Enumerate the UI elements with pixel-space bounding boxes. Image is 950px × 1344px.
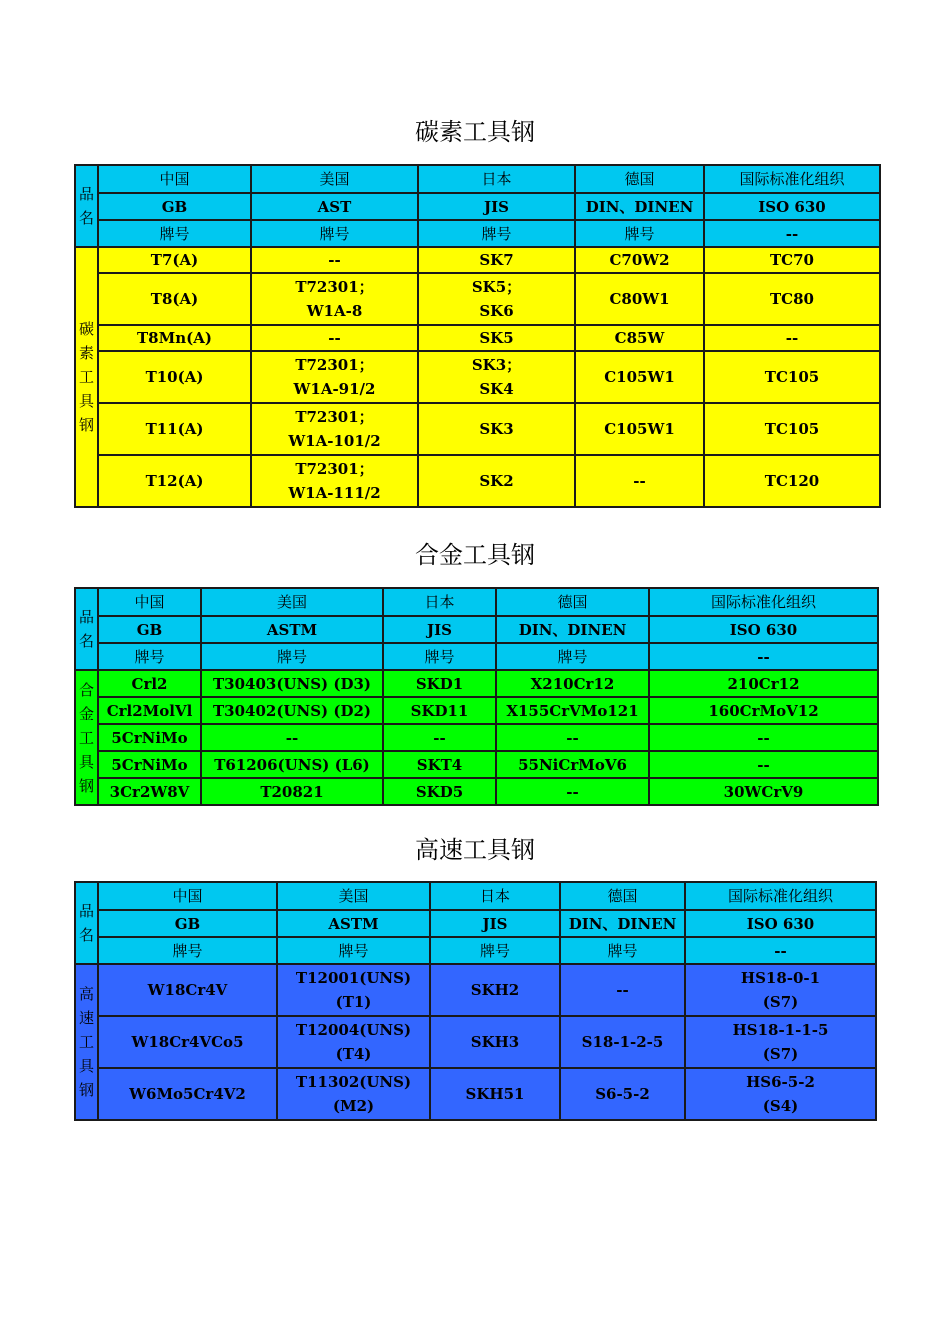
header-cell: JIS — [419, 194, 574, 219]
table-cell: TC70 — [705, 248, 879, 272]
table-cell: SK5； SK6 — [419, 274, 574, 324]
header-cell: 国际标准化组织 — [705, 166, 879, 192]
table-cell: X155CrVMo121 — [497, 698, 648, 723]
header-cell: 牌号 — [576, 221, 703, 246]
table-row — [76, 779, 877, 804]
header-cell: AST — [252, 194, 417, 219]
header-cell: 牌号 — [99, 644, 200, 669]
table-cell: SKT4 — [384, 752, 495, 777]
table-row — [76, 725, 877, 750]
header-cell: ISO 630 — [686, 911, 875, 936]
table-cell: Crl2 — [99, 671, 200, 696]
table-cell: TC105 — [705, 404, 879, 454]
table-cell: -- — [252, 248, 417, 272]
header-cell: 牌号 — [99, 938, 276, 963]
table-row — [76, 456, 879, 506]
table-row — [76, 752, 877, 777]
table-cell: 5CrNiMo — [99, 725, 200, 750]
table-cell: 160CrMoV12 — [650, 698, 877, 723]
header-cell: 牌号 — [384, 644, 495, 669]
table-cell: 5CrNiMo — [99, 752, 200, 777]
header-cell: -- — [650, 644, 877, 669]
header-cell: -- — [705, 221, 879, 246]
table-cell: HS18-1-1-5 (S7) — [686, 1017, 875, 1067]
table-row — [76, 352, 879, 402]
table-cell: -- — [384, 725, 495, 750]
table-cell: T12004(UNS) (T4) — [278, 1017, 429, 1067]
body-side-label: 合 金 工 具 钢 — [76, 671, 97, 804]
header-cell: DIN、DINEN — [497, 617, 648, 642]
table-cell: -- — [497, 725, 648, 750]
table-cell: W18Cr4V — [99, 965, 276, 1015]
table-cell: W18Cr4VCo5 — [99, 1017, 276, 1067]
header-cell: GB — [99, 194, 250, 219]
table-cell: T72301； W1A-101/2 — [252, 404, 417, 454]
alloy-steel-table — [74, 587, 879, 806]
header-cell: ASTM — [202, 617, 382, 642]
table-cell: T11302(UNS) (M2) — [278, 1069, 429, 1119]
table-cell: T7(A) — [99, 248, 250, 272]
table-cell: S6-5-2 — [561, 1069, 684, 1119]
header-row-countries — [76, 883, 875, 909]
table-cell: SK3； SK4 — [419, 352, 574, 402]
header-cell: 国际标准化组织 — [686, 883, 875, 909]
header-cell: 日本 — [419, 166, 574, 192]
table-cell: S18-1-2-5 — [561, 1017, 684, 1067]
table-row — [76, 248, 879, 272]
header-cell: 德国 — [497, 589, 648, 615]
carbon-steel-table — [74, 164, 881, 508]
header-cell: 中国 — [99, 166, 250, 192]
header-side-label: 品 名 — [76, 589, 97, 669]
header-cell: 中国 — [99, 589, 200, 615]
table-cell: T72301； W1A-8 — [252, 274, 417, 324]
table-cell: T30402(UNS) (D2) — [202, 698, 382, 723]
table-cell: HS6-5-2 (S4) — [686, 1069, 875, 1119]
header-cell: 国际标准化组织 — [650, 589, 877, 615]
header-cell: 牌号 — [431, 938, 559, 963]
table-cell: -- — [576, 456, 703, 506]
table-cell: SKD5 — [384, 779, 495, 804]
header-row-countries — [76, 166, 879, 192]
header-row-grades — [76, 644, 877, 669]
carbon-section-title: 碳素工具钢 — [415, 118, 535, 146]
table-cell: SKD1 — [384, 671, 495, 696]
header-cell: ASTM — [278, 911, 429, 936]
header-cell: 中国 — [99, 883, 276, 909]
table-row — [76, 1069, 875, 1119]
table-cell: SK5 — [419, 326, 574, 350]
header-row-standards — [76, 911, 875, 936]
header-row-standards — [76, 194, 879, 219]
header-side-label: 品 名 — [76, 166, 97, 246]
header-cell: 牌号 — [278, 938, 429, 963]
header-row-grades — [76, 221, 879, 246]
table-cell: -- — [202, 725, 382, 750]
table-cell: C85W — [576, 326, 703, 350]
header-cell: 牌号 — [202, 644, 382, 669]
header-cell: 美国 — [278, 883, 429, 909]
table-cell: C105W1 — [576, 404, 703, 454]
table-cell: T30403(UNS) (D3) — [202, 671, 382, 696]
header-cell: 德国 — [561, 883, 684, 909]
header-row-countries — [76, 589, 877, 615]
table-cell: -- — [497, 779, 648, 804]
table-cell: 3Cr2W8V — [99, 779, 200, 804]
table-cell: T12001(UNS) (T1) — [278, 965, 429, 1015]
header-cell: 德国 — [576, 166, 703, 192]
header-cell: 牌号 — [252, 221, 417, 246]
header-cell: 牌号 — [99, 221, 250, 246]
table-cell: W6Mo5Cr4V2 — [99, 1069, 276, 1119]
table-row — [76, 671, 877, 696]
table-cell: Crl2MolVl — [99, 698, 200, 723]
table-row — [76, 404, 879, 454]
header-cell: ISO 630 — [705, 194, 879, 219]
table-cell: C80W1 — [576, 274, 703, 324]
header-cell: DIN、DINEN — [576, 194, 703, 219]
table-cell: SK3 — [419, 404, 574, 454]
table-row — [76, 698, 877, 723]
table-cell: T72301； W1A-91/2 — [252, 352, 417, 402]
table-cell: T11(A) — [99, 404, 250, 454]
header-cell: DIN、DINEN — [561, 911, 684, 936]
header-row-standards — [76, 617, 877, 642]
table-row — [76, 274, 879, 324]
table-cell: SK2 — [419, 456, 574, 506]
header-cell: ISO 630 — [650, 617, 877, 642]
table-cell: C70W2 — [576, 248, 703, 272]
table-cell: -- — [650, 752, 877, 777]
table-row — [76, 965, 875, 1015]
table-cell: TC120 — [705, 456, 879, 506]
table-cell: -- — [252, 326, 417, 350]
header-cell: 牌号 — [419, 221, 574, 246]
table-cell: SK7 — [419, 248, 574, 272]
header-cell: 美国 — [202, 589, 382, 615]
header-cell: JIS — [431, 911, 559, 936]
table-cell: HS18-0-1 (S7) — [686, 965, 875, 1015]
body-side-label: 碳 素 工 具 钢 — [76, 248, 97, 506]
header-cell: 日本 — [384, 589, 495, 615]
alloy-section-title: 合金工具钢 — [415, 541, 535, 569]
header-side-label: 品 名 — [76, 883, 97, 963]
table-cell: C105W1 — [576, 352, 703, 402]
highspeed-steel-table — [74, 881, 877, 1121]
header-cell: 牌号 — [561, 938, 684, 963]
table-cell: T61206(UNS) (L6) — [202, 752, 382, 777]
table-cell: SKD11 — [384, 698, 495, 723]
header-cell: 美国 — [252, 166, 417, 192]
header-cell: -- — [686, 938, 875, 963]
table-row — [76, 1017, 875, 1067]
header-cell: 日本 — [431, 883, 559, 909]
header-cell: JIS — [384, 617, 495, 642]
table-cell: -- — [650, 725, 877, 750]
header-row-grades — [76, 938, 875, 963]
table-cell: 30WCrV9 — [650, 779, 877, 804]
table-cell: 210Cr12 — [650, 671, 877, 696]
header-cell: 牌号 — [497, 644, 648, 669]
table-cell: 55NiCrMoV6 — [497, 752, 648, 777]
table-cell: SKH51 — [431, 1069, 559, 1119]
table-cell: -- — [561, 965, 684, 1015]
table-cell: SKH2 — [431, 965, 559, 1015]
table-cell: X210Cr12 — [497, 671, 648, 696]
header-cell: GB — [99, 617, 200, 642]
table-cell: T72301； W1A-111/2 — [252, 456, 417, 506]
table-cell: -- — [705, 326, 879, 350]
table-cell: T8Mn(A) — [99, 326, 250, 350]
table-cell: T10(A) — [99, 352, 250, 402]
table-cell: T20821 — [202, 779, 382, 804]
table-row — [76, 326, 879, 350]
header-cell: GB — [99, 911, 276, 936]
body-side-label: 高 速 工 具 钢 — [76, 965, 97, 1119]
highspeed-section-title: 高速工具钢 — [415, 836, 535, 864]
table-cell: T12(A) — [99, 456, 250, 506]
table-cell: SKH3 — [431, 1017, 559, 1067]
table-cell: T8(A) — [99, 274, 250, 324]
table-cell: TC105 — [705, 352, 879, 402]
table-cell: TC80 — [705, 274, 879, 324]
